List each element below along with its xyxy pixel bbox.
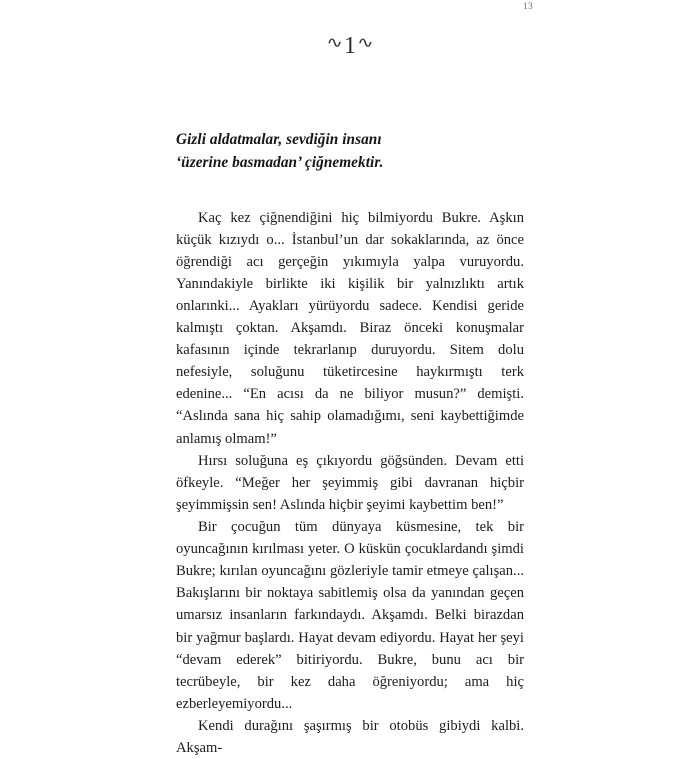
page-folio bbox=[0, 2, 700, 12]
swash-right-icon: ∿ bbox=[357, 35, 374, 51]
swash-left-icon: ∿ bbox=[326, 35, 343, 51]
epigraph-line-2: ‘üzerine basmadan’ çiğnemektir. bbox=[176, 151, 524, 174]
chapter-number: 1 bbox=[344, 33, 356, 59]
paragraph: Hırsı soluğuna eş çıkıyordu göğsünden. Devam etti öfkeyle. “Meğer her şeyimmiş gibi davranan hiçbir şeyimmişsin sen! Aslında hiçbir şeyimi kaybettim ben!” bbox=[176, 450, 524, 516]
body-copy bbox=[176, 207, 524, 759]
chapter-heading bbox=[0, 33, 700, 58]
paragraph: Bir çocuğun tüm dünyaya küsmesine, tek bir oyuncağının kırılması yeter. O küskün çocuklardandı şimdi Bukre; kırılan oyuncağını gözleriyle tamir etmeye çalışan... Bakışlarını bir noktaya sabitlemiş olsa da yanından geçen umarsız insanların farkındaydı. Akşamdı. Belki birazdan bir yağmur başlardı. Hayat devam ediyordu. Hayat her şeyi “devam ederek” bitiriyordu. Bukre, bunu acı bir tecrübeyle, bir kez daha öğreniyordu; ama hiç ezberleyemiyordu... bbox=[176, 516, 524, 715]
text-block bbox=[176, 128, 524, 759]
epigraph bbox=[176, 128, 524, 175]
paragraph: Kendi durağını şaşırmış bir otobüs gibiydi kalbi. Akşam- bbox=[176, 715, 524, 759]
epigraph-line-1: Gizli aldatmalar, sevdiğin insanı bbox=[176, 128, 524, 151]
paragraph: Kaç kez çiğnendiğini hiç bilmiyordu Bukre. Aşkın küçük kızıydı o... İstanbul’un dar sokaklarında, az önce öğrendiği acı gerçeğin yıkımıyla yalpa vuruyordu. Yanındakiyle birlikte iki kişilik bir yalnızlıktı artık onlarınki... Ayakları yürüyordu sadece. Kendisi geride kalmıştı çoktan. Akşamdı. Biraz önceki konuşmalar kafasının içinde tekrarlanıp duruyordu. Sitem dolu nefesiyle, soluğunu tüketircesine haykırmıştı terk edenine... “En acısı da ne biliyor musun?” demişti. “Aslında sana hiç sahip olamadığımı, seni kaybettiğimde anlamış olmam!” bbox=[176, 207, 524, 450]
page-number: 13 bbox=[523, 2, 533, 12]
